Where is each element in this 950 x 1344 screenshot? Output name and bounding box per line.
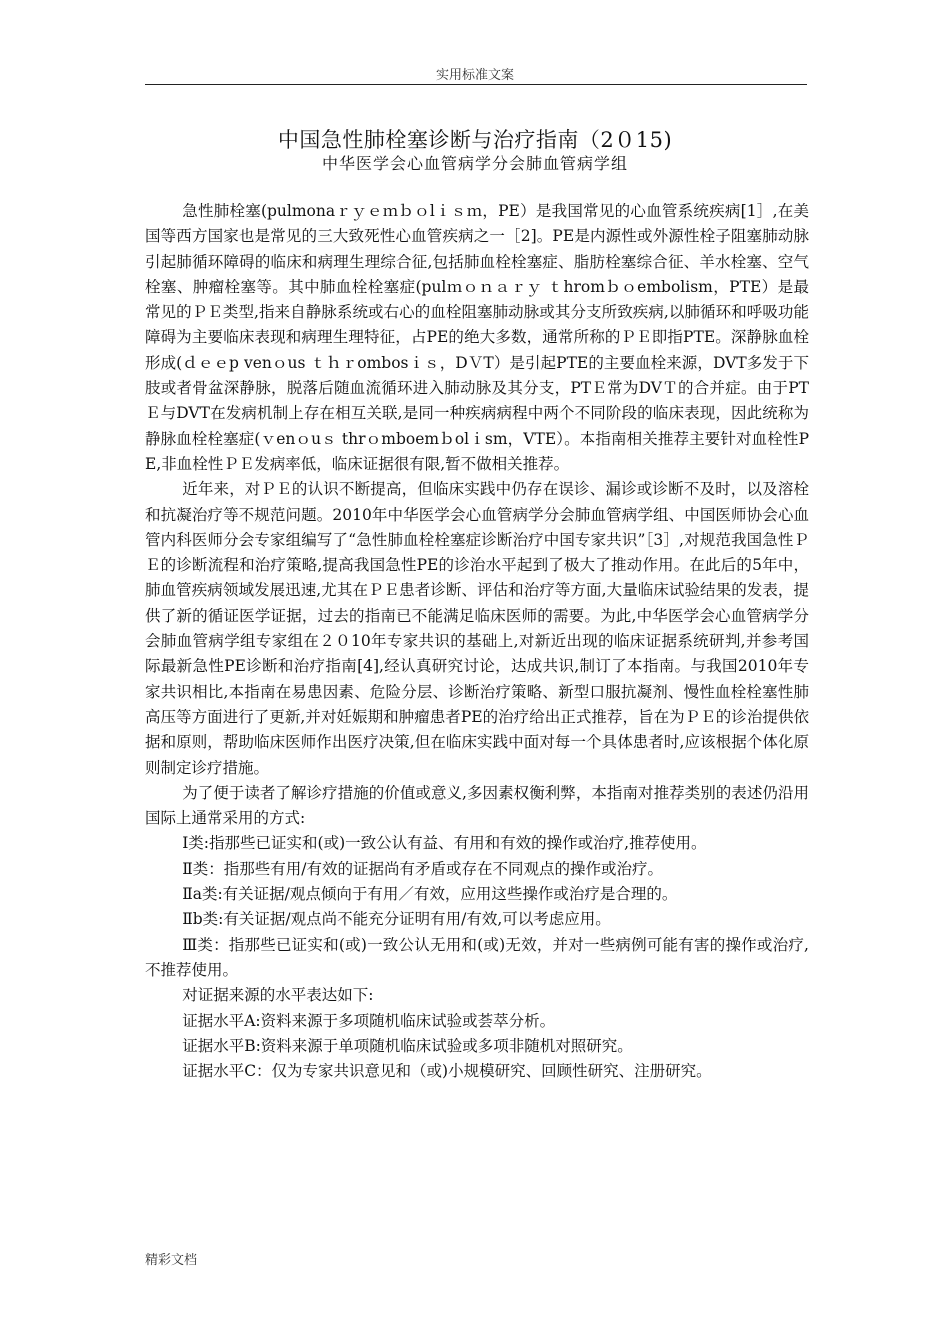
document-body	[145, 199, 809, 1084]
paragraph-recommendation-intro: 为了便于读者了解诊疗措施的价值或意义,多因素权衡利弊，本指南对推荐类别的表述仍沿用国际上通常采用的方式:	[145, 783, 809, 828]
evidence-level-intro: 对证据来源的水平表达如下:	[182, 986, 374, 1005]
paragraph-intro: 急性肺栓塞(pulmonaｒｙｅｍｂｏlｉｓｍ，PE）是我国常见的心血管系统疾病[1］,在美国等西方国家也是常见的三大致死性心血管疾病之一［2]。PE是内源性或外源性栓子阻塞肺动脉引起肺循环障碍的临床和病理生理综合征,包括肺血栓栓塞症、脂肪栓塞综合征、羊水栓塞、空气栓塞、肿瘤栓塞等。其中肺血栓栓塞症(pulｍｏｎａｒｙ ｔhromｂｏembolism，PTE）是最常见的ＰＥ类型,指来自静脉系统或右心的血栓阻塞肺动脉或其分支所致疾病,以肺循环和呼吸功能障碍为主要临床表现和病理生理特征，占PE的绝大多数，通常所称的ＰＥ即指PTE。深静脉血栓形成(ｄｅｅp venｏus ｔｈｒombosｉｓ，DＶT）是引起PTE的主要血栓来源，DVT多发于下肢或者骨盆深静脉，脱落后随血流循环进入肺动脉及其分支，PTＥ常为DVＴ的合并症。由于PTＥ与DVT在发病机制上存在相互关联,是同一种疾病病程中两个不同阶段的临床表现，因此统称为静脉血栓栓塞症(ｖenｏuｓ thrｏmboemｂolｉsm，VTE）。本指南相关推荐主要针对血栓性PE,非血栓性ＰＥ发病率低，临床证据很有限,暂不做相关推荐。	[145, 202, 809, 473]
evidence-level-b: 证据水平B:资料来源于单项随机临床试验或多项非随机对照研究。	[182, 1036, 633, 1055]
evidence-level-a: 证据水平A:资料来源于多项随机临床试验或荟萃分析。	[182, 1011, 556, 1030]
class-i-definition: Ⅰ类:指那些已证实和(或)一致公认有益、有用和有效的操作或治疗,推荐使用。	[182, 834, 707, 853]
class-ii-definition: Ⅱ类：指那些有用/有效的证据尚有矛盾或存在不同观点的操作或治疗。	[182, 859, 663, 878]
class-iii-definition: Ⅲ类：指那些已证实和(或)一致公认无用和(或)无效，并对一些病例可能有害的操作或治疗,不推荐使用。	[145, 935, 809, 979]
page-footer: 精彩文档	[145, 1253, 198, 1268]
class-iia-definition: Ⅱa类:有关证据/观点倾向于有用／有效，应用这些操作或治疗是合理的。	[182, 885, 678, 904]
header-divider	[145, 84, 807, 85]
paragraph-background: 近年来，对ＰＥ的认识不断提高，但临床实践中仍存在误诊、漏诊或诊断不及时，以及溶栓和抗凝治疗等不规范问题。2010年中华医学会心血管病学分会肺血管病学组、中国医师协会心血管内科医师分会专家组编写了“急性肺血栓栓塞症诊断治疗中国专家共识”［3］,对规范我国急性ＰＥ的诊断流程和治疗策略,提高我国急性PE的诊治水平起到了极大了推动作用。在此后的5年中，肺血管疾病领域发展迅速,尤其在ＰＥ患者诊断、评估和治疗等方面,大量临床试验结果的发表，提供了新的循证医学证据，过去的指南已不能满足临床医师的需要。为此,中华医学会心血管病学分会肺血管病学组专家组在２０10年专家共识的基础上,对新近出现的临床证据系统研判,并参考国际最新急性PE诊断和治疗指南[4],经认真研究讨论，达成共识,制订了本指南。与我国2010年专家共识相比,本指南在易患因素、危险分层、诊断治疗策略、新型口服抗凝剂、慢性血栓栓塞性肺高压等方面进行了更新,并对妊娠期和肿瘤患者PE的治疗给出正式推荐，旨在为ＰＥ的诊治提供依据和原则，帮助临床医师作出医疗决策,但在临床实践中面对每一个具体患者时,应该根据个体化原则制定诊疗措施。	[145, 480, 809, 777]
document-title: 中国急性肺栓塞诊断与治疗指南（2０15)	[277, 128, 673, 152]
page-header: 实用标准文案	[435, 68, 514, 83]
document-subtitle: 中华医学会心血管病学分会肺血管病学组	[321, 154, 628, 173]
class-iib-definition: Ⅱb类:有关证据/观点尚不能充分证明有用/有效,可以考虑应用。	[182, 910, 611, 929]
evidence-level-c: 证据水平C：仅为专家共识意见和（或)小规模研究、回顾性研究、注册研究。	[182, 1062, 712, 1081]
